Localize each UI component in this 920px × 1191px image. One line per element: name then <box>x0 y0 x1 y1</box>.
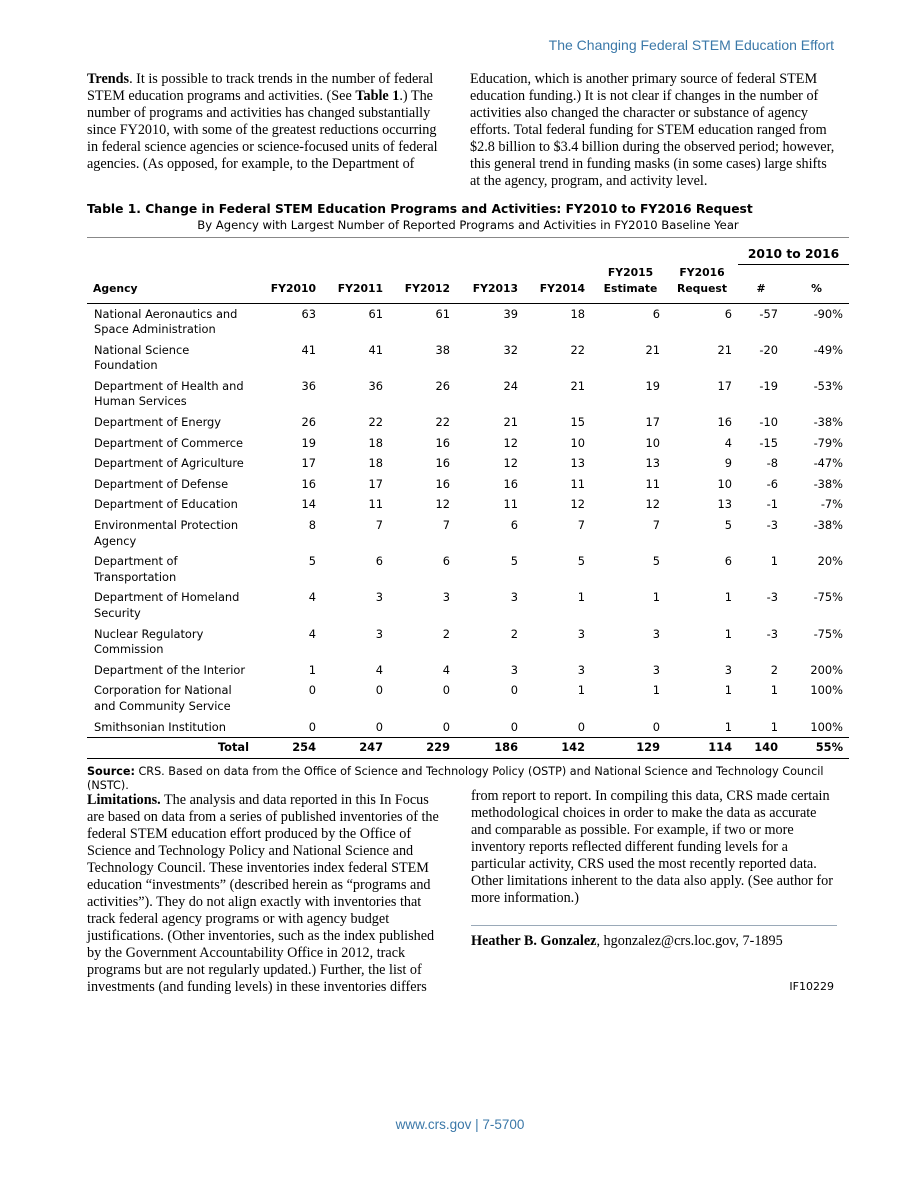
cell-fy2013: 24 <box>503 378 518 393</box>
cell-num: -20 <box>759 342 778 357</box>
cell-fy2012: 2 <box>442 626 450 641</box>
header-agency: Agency <box>87 265 255 304</box>
cell-fy2013: 186 <box>456 738 524 759</box>
cell-fy2015: 13 <box>645 456 660 471</box>
cell-fy2012: 6 <box>442 554 450 569</box>
cell-fy2010: 1 <box>308 662 316 677</box>
cell-fy2016: 3 <box>724 662 732 677</box>
cell-fy2015: 1 <box>652 683 660 698</box>
cell-fy2013: 3 <box>510 662 518 677</box>
cell-fy2012: 61 <box>435 306 450 321</box>
cell-fy2013: 0 <box>510 683 518 698</box>
cell-fy2014: 7 <box>577 518 585 533</box>
cell-num: -6 <box>766 476 778 491</box>
author-line <box>471 933 783 950</box>
cell-pct: -75% <box>813 626 843 641</box>
agency-cell: National Aeronautics and Space Administration <box>94 306 238 337</box>
header-fy2010: FY2010 <box>255 265 322 304</box>
cell-fy2015: 0 <box>652 719 660 734</box>
cell-fy2015: 12 <box>645 497 660 512</box>
cell-pct: 200% <box>810 662 843 677</box>
cell-fy2015: 10 <box>645 435 660 450</box>
cell-fy2010: 63 <box>301 306 316 321</box>
cell-fy2011: 3 <box>375 626 383 641</box>
cell-fy2015: 11 <box>645 476 660 491</box>
cell-fy2016: 1 <box>724 590 732 605</box>
header-fy2012: FY2012 <box>389 265 456 304</box>
trends-paragraph <box>87 71 445 173</box>
cell-fy2010: 4 <box>308 626 316 641</box>
cell-fy2011: 6 <box>375 554 383 569</box>
cell-fy2011: 17 <box>368 476 383 491</box>
cell-fy2012: 16 <box>435 435 450 450</box>
header-fy2014: FY2014 <box>524 265 591 304</box>
cell-fy2013: 5 <box>510 554 518 569</box>
cell-fy2011: 61 <box>368 306 383 321</box>
cell-pct: -7% <box>820 497 843 512</box>
cell-num: -19 <box>759 378 778 393</box>
table-row <box>87 453 849 474</box>
cell-fy2010: 5 <box>308 554 316 569</box>
source-label: Source: <box>87 764 135 778</box>
cell-fy2012: 16 <box>435 476 450 491</box>
agency-cell: Department of Defense <box>94 476 229 491</box>
cell-fy2012: 3 <box>442 590 450 605</box>
cell-fy2015: 129 <box>591 738 666 759</box>
limitations-column-left <box>87 792 449 996</box>
cell-fy2016: 6 <box>724 554 732 569</box>
stem-programs-table <box>87 237 849 759</box>
cell-fy2014: 142 <box>524 738 591 759</box>
cell-fy2011: 36 <box>368 378 383 393</box>
trends-text-b: .) The number of programs and activities has changed substantially since FY2010, with some of the greatest reductions occurring in federal science agencies or science-focused units of federal agencies. (As opposed, for example, to the Department of <box>87 88 438 172</box>
header-fy2016 <box>666 265 738 304</box>
cell-fy2014: 0 <box>577 719 585 734</box>
limitations-heading: Limitations. <box>87 792 161 808</box>
cell-fy2014: 13 <box>570 456 585 471</box>
cell-fy2011: 4 <box>375 662 383 677</box>
agency-cell: Nuclear Regulatory Commission <box>94 626 204 657</box>
cell-fy2012: 16 <box>435 456 450 471</box>
cell-fy2015: 17 <box>645 415 660 430</box>
table-row <box>87 551 849 587</box>
cell-fy2014: 3 <box>577 626 585 641</box>
table-body <box>87 303 849 758</box>
cell-pct: -53% <box>813 378 843 393</box>
cell-fy2011: 0 <box>375 683 383 698</box>
header-fy2015-line1: FY2015 <box>607 265 654 279</box>
cell-fy2010: 8 <box>308 518 316 533</box>
source-text: CRS. Based on data from the Office of Science and Technology Policy (OSTP) and National Science and Technology Council (NSTC). <box>87 764 824 792</box>
table-row <box>87 433 849 454</box>
trends-text-continued: Education, which is another primary source of federal STEM education funding.) It is not clear if changes in the number of activities also changed the character or substance of agency efforts. Total federal funding for STEM education ranged from $2.8 billion to $3.4 billion during the observed period; however, this general trend in funding masks (in some cases) large shifts at the agency, program, and activity level. <box>470 71 835 189</box>
cell-fy2013: 21 <box>503 415 518 430</box>
cell-fy2014: 10 <box>570 435 585 450</box>
cell-fy2012: 0 <box>442 683 450 698</box>
table-row <box>87 494 849 515</box>
cell-fy2016: 9 <box>724 456 732 471</box>
cell-fy2011: 7 <box>375 518 383 533</box>
author-contact: , hgonzalez@crs.loc.gov, 7-1895 <box>596 933 783 949</box>
header-fy2015-line2: Estimate <box>603 281 658 295</box>
cell-num: 140 <box>738 738 784 759</box>
table-1 <box>87 201 849 793</box>
cell-num: -3 <box>766 590 778 605</box>
agency-cell: Department of Agriculture <box>94 456 244 471</box>
cell-fy2011: 247 <box>322 738 389 759</box>
cell-fy2012: 4 <box>442 662 450 677</box>
cell-fy2010: 16 <box>301 476 316 491</box>
cell-fy2010: 36 <box>301 378 316 393</box>
limitations-paragraph <box>87 792 449 996</box>
cell-fy2016: 114 <box>666 738 738 759</box>
cell-fy2014: 5 <box>577 554 585 569</box>
header-change-number: # <box>738 265 784 304</box>
cell-pct: 100% <box>810 719 843 734</box>
agency-cell: Corporation for National and Community Service <box>94 683 232 713</box>
table-row <box>87 587 849 623</box>
agency-cell: Department of Education <box>94 497 238 512</box>
cell-pct: -79% <box>813 435 843 450</box>
cell-fy2011: 11 <box>368 497 383 512</box>
cell-fy2016: 4 <box>724 435 732 450</box>
agency-cell: Department of Transportation <box>94 554 178 584</box>
header-change-percent: % <box>784 265 849 304</box>
author-name: Heather B. Gonzalez <box>471 933 597 949</box>
cell-fy2010: 26 <box>301 415 316 430</box>
cell-num: 1 <box>770 683 778 698</box>
cell-fy2016: 10 <box>717 476 732 491</box>
author-divider <box>471 925 837 926</box>
table-row <box>87 340 849 376</box>
cell-num: 1 <box>770 554 778 569</box>
total-label: Total <box>87 738 255 759</box>
cell-fy2014: 21 <box>570 378 585 393</box>
cell-fy2016: 1 <box>724 626 732 641</box>
cell-fy2015: 7 <box>652 518 660 533</box>
cell-fy2014: 1 <box>577 590 585 605</box>
table-row <box>87 376 849 412</box>
trends-text-a: . It is possible to track trends in the number of federal STEM education programs and activities. (See <box>87 71 434 104</box>
cell-pct: -47% <box>813 456 843 471</box>
cell-pct: 100% <box>810 683 843 698</box>
cell-fy2014: 1 <box>577 683 585 698</box>
cell-fy2016: 1 <box>724 683 732 698</box>
cell-pct: 55% <box>784 738 849 759</box>
table-row <box>87 680 849 716</box>
cell-fy2015: 5 <box>652 554 660 569</box>
table-row <box>87 515 849 551</box>
trends-column-left <box>87 71 445 173</box>
page-footer: www.crs.gov | 7-5700 <box>395 1117 525 1132</box>
cell-fy2010: 0 <box>308 683 316 698</box>
cell-fy2016: 6 <box>724 306 732 321</box>
table-row <box>87 660 849 681</box>
header-fy2011: FY2011 <box>322 265 389 304</box>
cell-fy2010: 4 <box>308 590 316 605</box>
cell-fy2016: 16 <box>717 415 732 430</box>
agency-cell: Environmental Protection Agency <box>94 518 239 548</box>
cell-fy2010: 17 <box>301 456 316 471</box>
agency-cell: Department of Health and Human Services <box>94 378 244 409</box>
cell-fy2016: 1 <box>724 719 732 734</box>
cell-pct: -38% <box>813 476 843 491</box>
cell-fy2010: 254 <box>255 738 322 759</box>
total-row <box>87 738 849 759</box>
cell-pct: -90% <box>813 306 843 321</box>
cell-num: -10 <box>759 415 778 430</box>
cell-fy2011: 41 <box>368 342 383 357</box>
cell-fy2014: 12 <box>570 497 585 512</box>
cell-pct: -49% <box>813 342 843 357</box>
cell-pct: 20% <box>817 554 843 569</box>
table-row <box>87 474 849 495</box>
cell-fy2012: 38 <box>435 342 450 357</box>
cell-fy2016: 17 <box>717 378 732 393</box>
cell-fy2013: 16 <box>503 476 518 491</box>
header-spacer <box>87 238 738 265</box>
cell-num: -1 <box>766 497 778 512</box>
cell-fy2016: 21 <box>717 342 732 357</box>
cell-fy2010: 41 <box>301 342 316 357</box>
change-group-header: 2010 to 2016 <box>738 238 849 265</box>
cell-fy2010: 0 <box>308 719 316 734</box>
cell-fy2012: 22 <box>435 415 450 430</box>
cell-fy2015: 21 <box>645 342 660 357</box>
table-row <box>87 303 849 340</box>
table-reference: Table 1 <box>355 88 400 104</box>
cell-fy2013: 39 <box>503 306 518 321</box>
cell-fy2010: 14 <box>301 497 316 512</box>
cell-num: -15 <box>759 435 778 450</box>
cell-pct: -38% <box>813 518 843 533</box>
cell-num: -3 <box>766 518 778 533</box>
product-code: IF10229 <box>789 980 834 993</box>
trends-heading: Trends <box>87 71 130 87</box>
header-fy2016-line1: FY2016 <box>679 265 725 279</box>
cell-num: -3 <box>766 626 778 641</box>
cell-fy2013: 12 <box>503 435 518 450</box>
table-row <box>87 412 849 433</box>
cell-fy2015: 6 <box>652 306 660 321</box>
cell-fy2015: 19 <box>645 378 660 393</box>
cell-fy2011: 0 <box>375 719 383 734</box>
cell-fy2013: 11 <box>503 497 518 512</box>
cell-fy2014: 11 <box>570 476 585 491</box>
limitations-column-right <box>471 788 837 907</box>
agency-cell: Department of Homeland Security <box>94 590 240 620</box>
trends-column-right <box>470 71 836 190</box>
cell-fy2011: 18 <box>368 435 383 450</box>
cell-pct: -75% <box>813 590 843 605</box>
cell-num: 2 <box>770 662 778 677</box>
cell-fy2013: 2 <box>510 626 518 641</box>
agency-cell: Department of Energy <box>94 415 222 430</box>
agency-cell: Department of the Interior <box>94 662 246 677</box>
table-title: Table 1. Change in Federal STEM Education Programs and Activities: FY2010 to FY2016 Request <box>87 202 753 216</box>
cell-fy2012: 229 <box>389 738 456 759</box>
cell-fy2011: 3 <box>375 590 383 605</box>
cell-fy2016: 5 <box>724 518 732 533</box>
table-subtitle: By Agency with Largest Number of Reported Programs and Activities in FY2010 Baseline Year <box>197 218 739 232</box>
cell-fy2014: 15 <box>570 415 585 430</box>
cell-fy2016: 13 <box>717 497 732 512</box>
limitations-text: The analysis and data reported in this In Focus are based on data from a series of published inventories of the federal STEM education effort produced by the Office of Science and Technology Policy and National Science and Technology Council. These inventories index federal STEM education “investments” (described herein as “programs and activities”). They do not align exactly with inventories that track federal agency programs or with agency budget justifications. (Other inventories, such as the index published by the Government Accountability Office in 2012, track programs but are not regularly updated.) Further, the list of investments (and funding levels) in these inventories differs <box>87 792 439 995</box>
header-fy2016-line2: Request <box>677 281 727 295</box>
cell-fy2012: 0 <box>442 719 450 734</box>
cell-fy2015: 1 <box>652 590 660 605</box>
agency-cell: Smithsonian Institution <box>94 719 226 734</box>
cell-fy2011: 22 <box>368 415 383 430</box>
cell-fy2013: 6 <box>510 518 518 533</box>
header-fy2015 <box>591 265 666 304</box>
running-head: The Changing Federal STEM Education Effort <box>548 37 834 53</box>
cell-pct: -38% <box>813 415 843 430</box>
agency-cell: National Science Foundation <box>94 342 190 373</box>
cell-fy2014: 3 <box>577 662 585 677</box>
cell-fy2014: 18 <box>570 306 585 321</box>
cell-fy2013: 3 <box>510 590 518 605</box>
cell-fy2015: 3 <box>652 662 660 677</box>
table-row <box>87 624 849 660</box>
cell-num: -8 <box>766 456 778 471</box>
cell-fy2012: 7 <box>442 518 450 533</box>
cell-fy2014: 22 <box>570 342 585 357</box>
cell-fy2013: 32 <box>503 342 518 357</box>
header-fy2013: FY2013 <box>456 265 524 304</box>
cell-fy2010: 19 <box>301 435 316 450</box>
limitations-text-continued: from report to report. In compiling this data, CRS made certain methodological choices in order to make the data as accurate and comparable as possible. For example, if two or more inventory reports reflected different funding levels for a particular activity, CRS used the most recently reported data. Other limitations inherent to the data also apply. (See author for more information.) <box>471 788 833 906</box>
table-row <box>87 717 849 738</box>
cell-num: 1 <box>770 719 778 734</box>
cell-fy2015: 3 <box>652 626 660 641</box>
cell-fy2012: 12 <box>435 497 450 512</box>
cell-fy2011: 18 <box>368 456 383 471</box>
cell-num: -57 <box>759 306 778 321</box>
cell-fy2013: 12 <box>503 456 518 471</box>
cell-fy2013: 0 <box>510 719 518 734</box>
cell-fy2012: 26 <box>435 378 450 393</box>
agency-cell: Department of Commerce <box>94 435 243 450</box>
